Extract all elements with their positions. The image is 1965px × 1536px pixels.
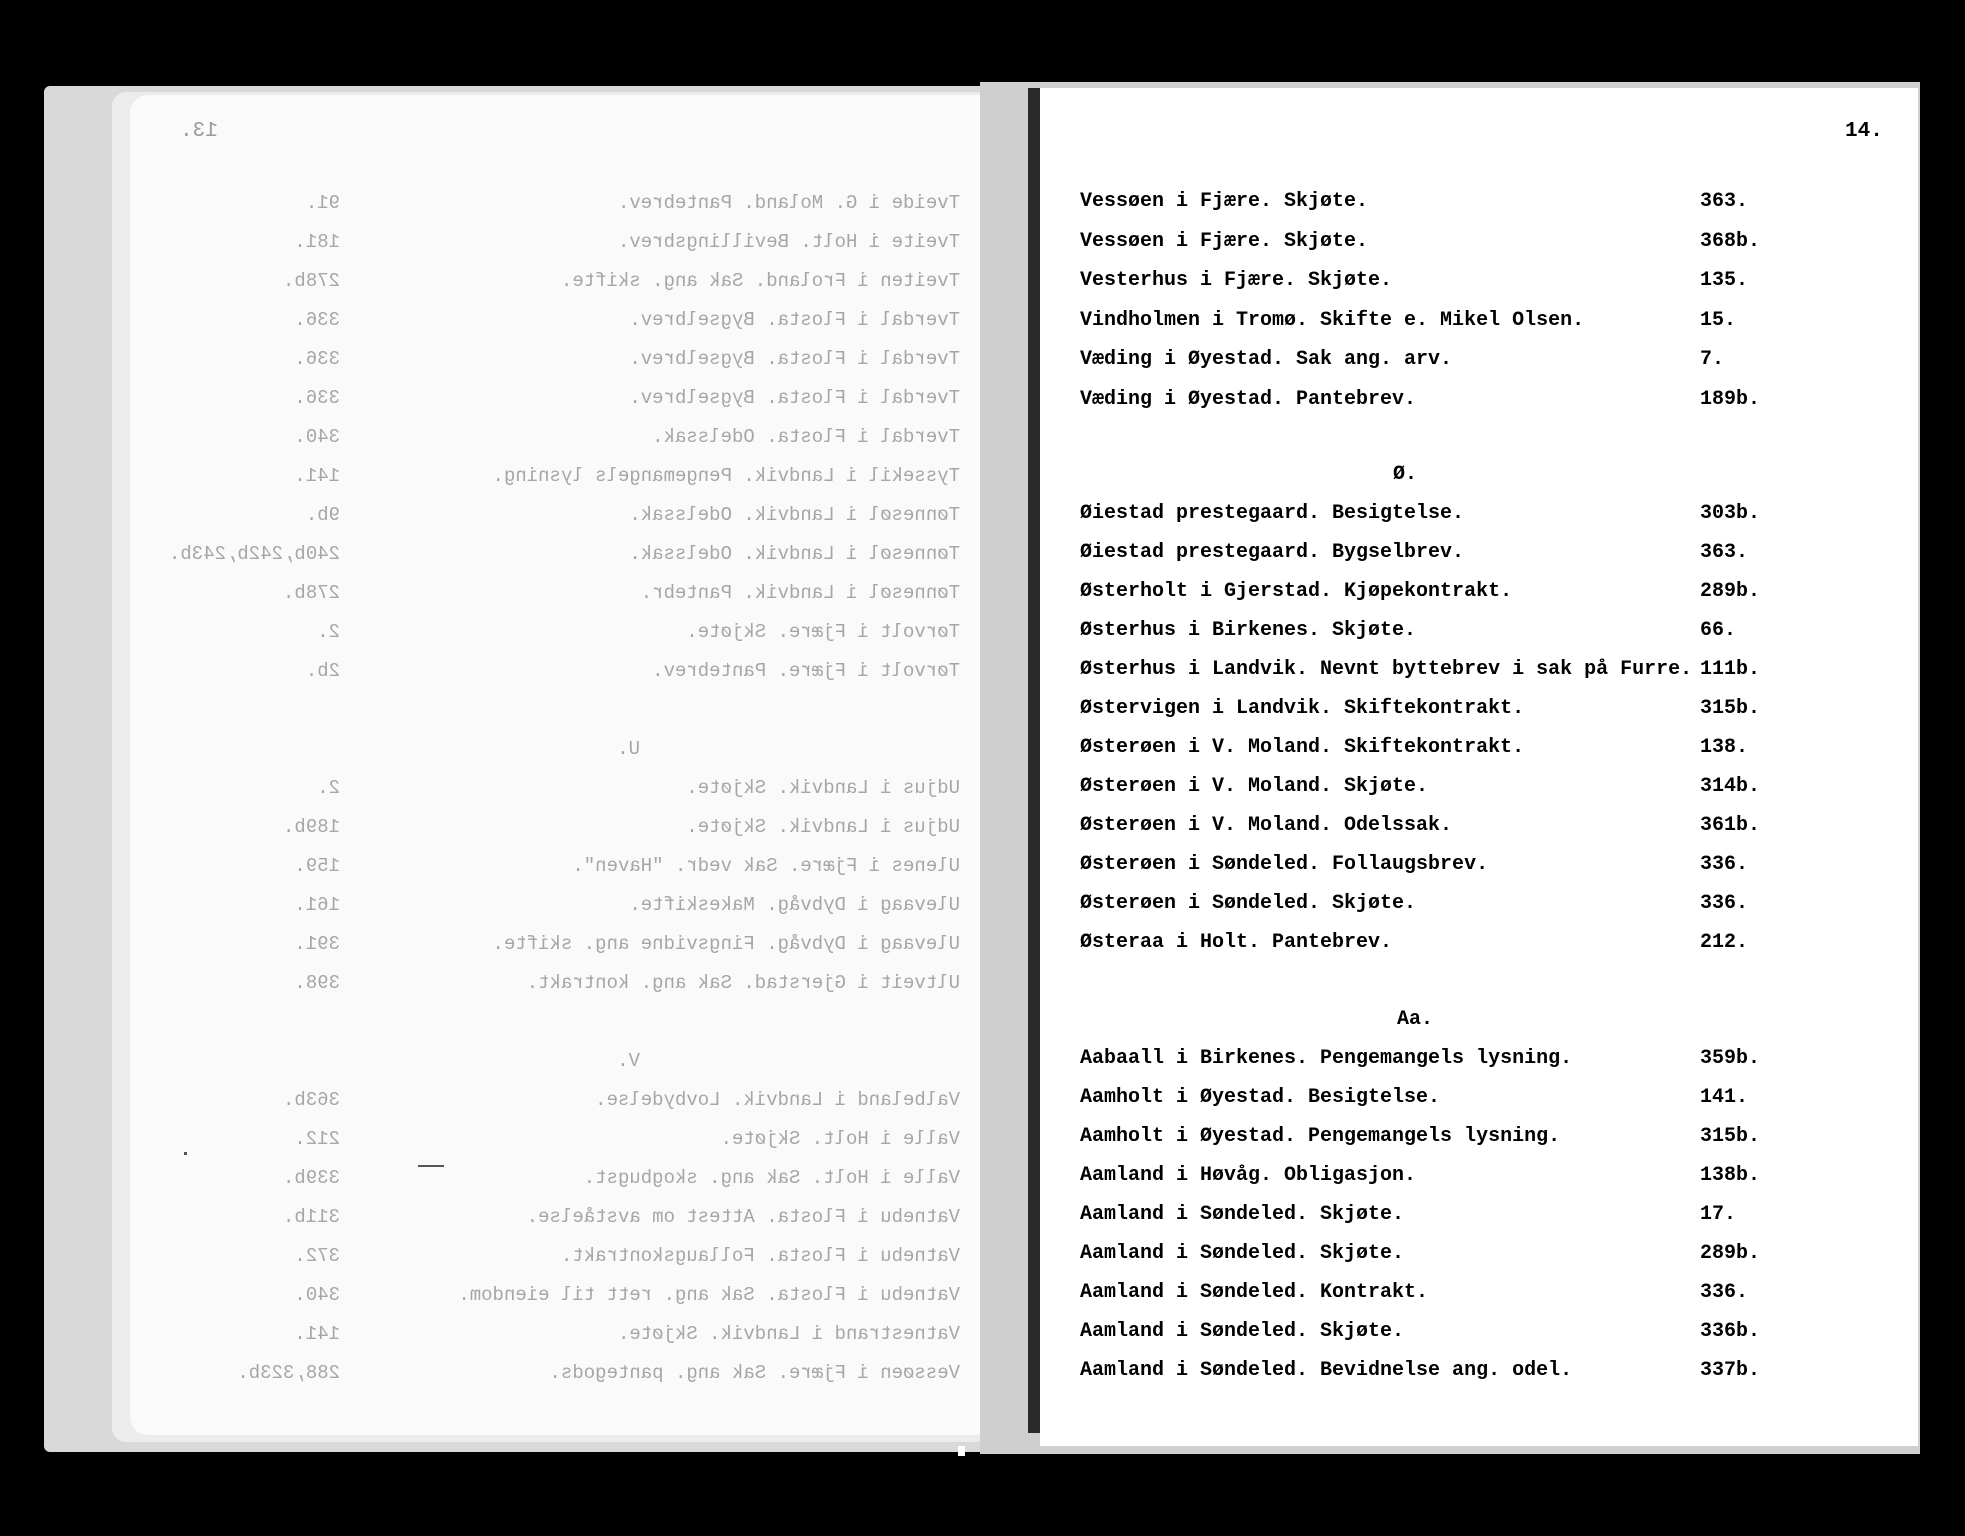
entry-text: Øiestad prestegaard. Bygselbrev. — [1080, 541, 1465, 564]
bleed-through-line — [160, 894, 960, 918]
entry-text: Vesterhus i Fjære. Skjøte. — [1080, 269, 1393, 292]
bleed-through-line — [160, 855, 960, 879]
entry-text: Øiestad prestegaard. Besigtelse. — [1080, 502, 1465, 525]
bleed-through-line — [160, 270, 960, 294]
bleed-through-text: Vatnestrand i Landvik. Skjøte. — [617, 1323, 960, 1345]
entry-page-ref: 141. — [1700, 1086, 1749, 1109]
section-o-entry — [1080, 580, 1780, 606]
entry-text: Østerøen i V. Moland. Skiftekontrakt. — [1080, 736, 1525, 759]
bleed-through-text: Valbeland i Landvik. Lovbydelse. — [595, 1089, 960, 1111]
section-o-entry — [1080, 775, 1780, 801]
bleed-through-line — [160, 1362, 960, 1386]
entry-page-ref: 361b. — [1700, 814, 1761, 837]
bleed-through-ref: 311b. — [282, 1206, 340, 1228]
section-aa-entry — [1080, 1242, 1780, 1268]
bleed-through-ref: 2. — [317, 621, 340, 643]
entry-page-ref: 303b. — [1700, 502, 1761, 525]
bleed-through-line — [160, 933, 960, 957]
bleed-through-ref: 372. — [294, 1245, 340, 1267]
bleed-through-ref: 189b. — [282, 816, 340, 838]
section-v-entry — [1080, 190, 1780, 216]
bleed-through-line — [160, 777, 960, 801]
bleed-through-line — [160, 504, 960, 528]
bleed-through-text: Tverdal i Flosta. Bygselbrev. — [629, 309, 960, 331]
entry-text: Østerhus i Landvik. Nevnt byttebrev i sak på Furre. — [1080, 658, 1693, 681]
left-page-number: 13. — [180, 120, 218, 143]
bleed-through-ref: 181. — [294, 231, 340, 253]
bleed-through-line — [160, 1128, 960, 1152]
entry-text: Østervigen i Landvik. Skiftekontrakt. — [1080, 697, 1525, 720]
entry-page-ref: 315b. — [1700, 697, 1761, 720]
bleed-through-text: Ulevaag i Dybvåg. Fingsvidne ang. skifte. — [492, 933, 960, 955]
bleed-through-text: U. — [617, 738, 640, 760]
section-o-entry — [1080, 892, 1780, 918]
entry-page-ref: 138b. — [1700, 1164, 1761, 1187]
entry-text: Aamland i Søndeled. Skjøte. — [1080, 1320, 1405, 1343]
entry-text: Aamland i Høvåg. Obligasjon. — [1080, 1164, 1417, 1187]
bleed-through-text: Tønnesøl i Landvik. Odelssak. — [629, 504, 960, 526]
heading-aa: Aa. — [1397, 1008, 1434, 1031]
entry-text: Vessøen i Fjære. Skjøte. — [1080, 229, 1369, 253]
bleed-through-line — [160, 1089, 960, 1113]
bleed-through-text: Tveide i G. Moland. Pantebrev. — [617, 192, 960, 214]
bleed-through-text: Tveiten i Froland. Sak ang. skifte. — [560, 270, 960, 292]
entry-text: Aamholt i Øyestad. Pengemangels lysning. — [1080, 1125, 1561, 1148]
bleed-through-text: Tyssekil i Landvik. Pengemangels lysning. — [492, 465, 960, 487]
entry-text: Østerøen i Søndeled. Skjøte. — [1080, 892, 1417, 915]
entry-page-ref: 15. — [1700, 308, 1737, 332]
entry-page-ref: 17. — [1700, 1203, 1737, 1226]
bleed-through-line — [160, 192, 960, 216]
bleed-through-text: Valle i Holt. Skjøte. — [720, 1128, 960, 1150]
bleed-through-text: Vatnebu i Flosta. Attest om avståelse. — [526, 1206, 960, 1228]
entry-page-ref: 336. — [1700, 853, 1749, 876]
section-o-entry — [1080, 619, 1780, 645]
bleed-through-text: Tørvolt i Fjære. Pantebrev. — [652, 660, 960, 682]
bleed-through-line — [160, 738, 960, 762]
right-page-number: 14. — [1845, 120, 1883, 143]
bleed-through-text: Vatnebu i Flosta. Follaugskontrakt. — [560, 1245, 960, 1267]
section-aa-entry — [1080, 1203, 1780, 1229]
bleed-through-text: Tverdal i Flosta. Bygselbrev. — [629, 387, 960, 409]
entry-page-ref: 66. — [1700, 619, 1737, 642]
bleed-through-line — [160, 543, 960, 567]
bleed-through-line — [160, 309, 960, 333]
binding-mark — [958, 1446, 965, 1456]
bleed-through-line — [160, 387, 960, 411]
bleed-through-text: Tønnesøl i Landvik. Pantebr. — [640, 582, 960, 604]
entry-text: Østerøen i V. Moland. Skjøte. — [1080, 775, 1429, 798]
entry-page-ref: 138. — [1700, 736, 1749, 759]
entry-page-ref: 7. — [1700, 348, 1725, 371]
section-o-entry — [1080, 502, 1780, 528]
bleed-through-ref: 288,323b. — [237, 1362, 340, 1384]
bleed-through-ref: 340. — [294, 1284, 340, 1306]
bleed-through-line — [160, 1050, 960, 1074]
section-v-entry — [1080, 230, 1780, 256]
bleed-through-ref: 141. — [294, 465, 340, 487]
bleed-through-text: Tveite i Holt. Bevillingsbrev. — [617, 231, 960, 253]
entry-text: Vessøen i Fjære. Skjøte. — [1080, 190, 1369, 213]
entry-page-ref: 336. — [1700, 1281, 1749, 1304]
entry-text: Østeraa i Holt. Pantebrev. — [1080, 931, 1393, 954]
entry-text: Aamland i Søndeled. Skjøte. — [1080, 1203, 1405, 1226]
bleed-through-line — [160, 1245, 960, 1269]
section-v-entry — [1080, 388, 1780, 414]
entry-page-ref: 111b. — [1700, 658, 1761, 681]
bleed-through-line — [160, 816, 960, 840]
bleed-through-ref: 398. — [294, 972, 340, 994]
entry-page-ref: 212. — [1700, 931, 1749, 954]
bleed-through-line — [160, 1206, 960, 1230]
section-aa-entry — [1080, 1125, 1780, 1151]
left-page — [130, 95, 1035, 1435]
bleed-through-line — [160, 972, 960, 996]
bleed-through-line — [160, 621, 960, 645]
bleed-through-line — [160, 1167, 960, 1191]
bleed-through-text: Ultveit i Gjerstad. Sak ang. kontrakt. — [526, 972, 960, 994]
bleed-through-line — [160, 348, 960, 372]
bleed-through-ref: 2b. — [305, 660, 340, 682]
bleed-through-ref: 141. — [294, 1323, 340, 1345]
section-aa-entry — [1080, 1086, 1780, 1112]
section-o-entry — [1080, 853, 1780, 879]
entry-page-ref: 289b. — [1700, 580, 1761, 603]
entry-text: Væding i Øyestad. Pantebrev. — [1080, 387, 1417, 411]
bleed-through-ref: 278b. — [282, 270, 340, 292]
entry-text: Vindholmen i Tromø. Skifte e. Mikel Olsen. — [1080, 308, 1585, 332]
entry-text: Aabaall i Birkenes. Pengemangels lysning. — [1080, 1047, 1573, 1070]
entry-page-ref: 337b. — [1700, 1359, 1761, 1382]
bleed-through-line — [160, 426, 960, 450]
bleed-through-line — [160, 1284, 960, 1308]
pencil-mark — [418, 1165, 444, 1167]
section-aa-entry — [1080, 1281, 1780, 1307]
bleed-through-ref: 278b. — [282, 582, 340, 604]
bleed-through-ref: 391. — [294, 933, 340, 955]
section-o-entry — [1080, 814, 1780, 840]
bleed-through-ref: 2. — [317, 777, 340, 799]
entry-page-ref: 336b. — [1700, 1320, 1761, 1343]
heading-o: Ø. — [1393, 463, 1418, 486]
section-aa-entry — [1080, 1320, 1780, 1346]
bleed-through-ref: 340. — [294, 426, 340, 448]
entry-text: Aamholt i Øyestad. Besigtelse. — [1080, 1086, 1441, 1109]
entry-page-ref: 189b. — [1700, 387, 1761, 411]
bleed-through-ref: 212. — [294, 1128, 340, 1150]
entry-page-ref: 336. — [1700, 892, 1749, 915]
entry-text: Aamland i Søndeled. Skjøte. — [1080, 1242, 1405, 1265]
section-o-entry — [1080, 658, 1780, 684]
bleed-through-ref: 363b. — [282, 1089, 340, 1111]
entry-page-ref: 135. — [1700, 269, 1749, 292]
section-o-entry — [1080, 697, 1780, 723]
bleed-through-line — [160, 660, 960, 684]
entry-page-ref: 314b. — [1700, 775, 1761, 798]
entry-page-ref: 363. — [1700, 190, 1749, 213]
bleed-through-text: Valle i Holt. Sak ang. skogbugst. — [583, 1167, 960, 1189]
bleed-through-text: Tønnesøl i Landvik. Odelssak. — [629, 543, 960, 565]
bleed-through-ref: 159. — [294, 855, 340, 877]
entry-page-ref: 359b. — [1700, 1047, 1761, 1070]
entry-text: Østerhus i Birkenes. Skjøte. — [1080, 619, 1417, 642]
bleed-through-ref: 9b. — [305, 504, 340, 526]
bleed-through-ref: 161. — [294, 894, 340, 916]
dot-mark — [184, 1152, 187, 1155]
section-aa-entry — [1080, 1359, 1780, 1385]
bleed-through-ref: 336. — [294, 309, 340, 331]
bleed-through-text: Ulenes i Fjære. Sak vedr. "Haven". — [572, 855, 960, 877]
entry-text: Østerholt i Gjerstad. Kjøpekontrakt. — [1080, 580, 1513, 603]
entry-page-ref: 363. — [1700, 541, 1749, 564]
entry-page-ref: 289b. — [1700, 1242, 1761, 1265]
section-aa-entry — [1080, 1164, 1780, 1190]
section-v-entry — [1080, 269, 1780, 295]
entry-page-ref: 315b. — [1700, 1125, 1761, 1148]
section-o-entry — [1080, 541, 1780, 567]
bleed-through-text: Tverdal i Flosta. Odelssak. — [652, 426, 960, 448]
bleed-through-text: Vessøen i Fjære. Sak ang. pantegods. — [549, 1362, 960, 1384]
entry-page-ref: 368b. — [1700, 229, 1761, 253]
bleed-through-line — [160, 582, 960, 606]
bleed-through-text: Vatnebu i Flosta. Sak ang. rett til eiendom. — [458, 1284, 960, 1306]
section-o-entry — [1080, 931, 1780, 957]
entry-text: Østerøen i Søndeled. Follaugsbrev. — [1080, 853, 1489, 876]
section-v-entry — [1080, 309, 1780, 335]
bleed-through-text: V. — [617, 1050, 640, 1072]
bleed-through-ref: 240b,242b,243b. — [168, 543, 340, 565]
entry-text: Væding i Øyestad. Sak ang. arv. — [1080, 348, 1453, 371]
bleed-through-text: Udjus i Landvik. Skjøte. — [686, 777, 960, 799]
entry-text: Aamland i Søndeled. Bevidnelse ang. odel. — [1080, 1359, 1573, 1382]
section-aa-entry — [1080, 1047, 1780, 1073]
section-o-entry — [1080, 736, 1780, 762]
bleed-through-line — [160, 231, 960, 255]
entry-text: Østerøen i V. Moland. Odelssak. — [1080, 814, 1453, 837]
bleed-through-text: Tørvolt i Fjære. Skjøte. — [686, 621, 960, 643]
bleed-through-text: Udjus i Landvik. Skjøte. — [686, 816, 960, 838]
bleed-through-ref: 339b. — [282, 1167, 340, 1189]
bleed-through-ref: 91. — [305, 192, 340, 214]
section-v-entry — [1080, 348, 1780, 374]
bleed-through-line — [160, 1323, 960, 1347]
bleed-through-text: Tverdal i Flosta. Bygselbrev. — [629, 348, 960, 370]
bleed-through-ref: 336. — [294, 348, 340, 370]
bleed-through-text: Ulevaag i Dybvåg. Makeskifte. — [629, 894, 960, 916]
entry-text: Aamland i Søndeled. Kontrakt. — [1080, 1281, 1429, 1304]
bleed-through-ref: 336. — [294, 387, 340, 409]
bleed-through-line — [160, 465, 960, 489]
